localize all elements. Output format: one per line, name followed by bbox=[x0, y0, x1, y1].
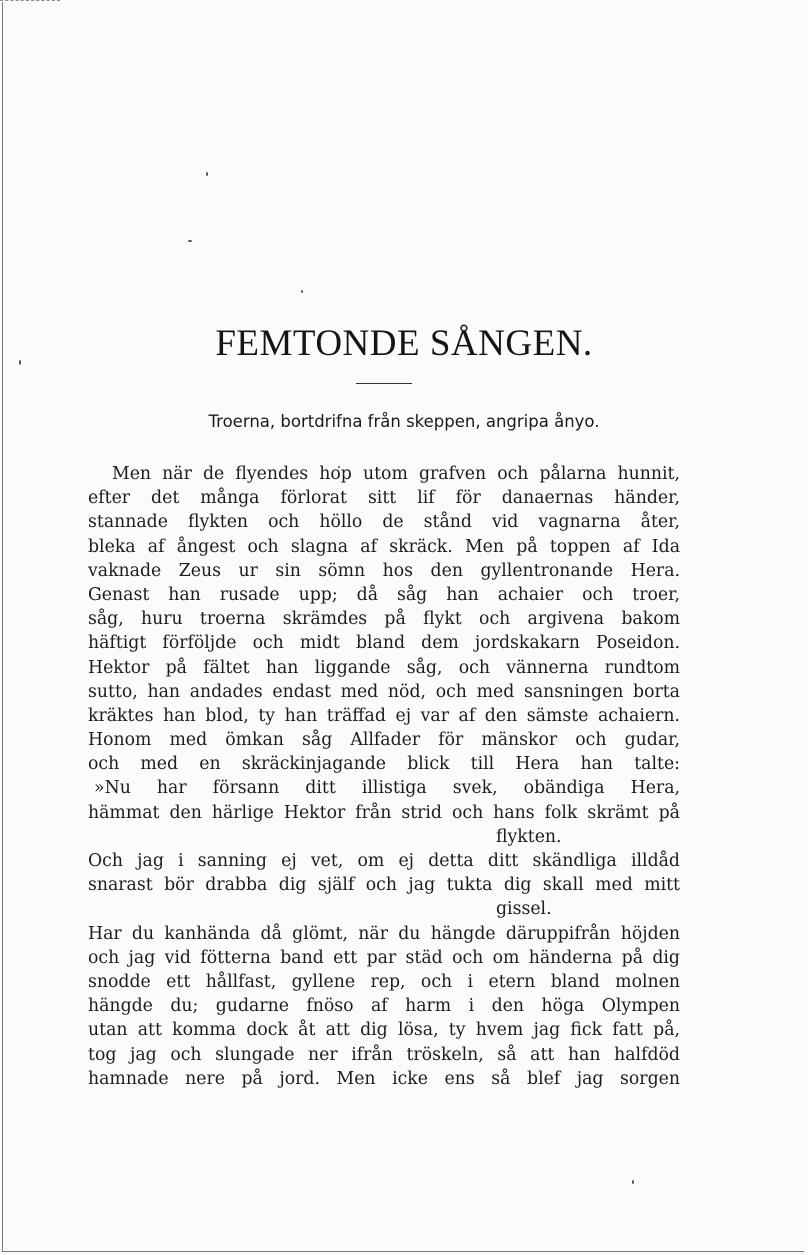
chapter-title: FEMTONDE SÅNGEN. bbox=[215, 323, 593, 364]
verse-line: hämmat den härlige Hektor från strid och hans folk skrämt på bbox=[88, 802, 680, 823]
print-speck bbox=[188, 240, 192, 242]
verse-line: utan att komma dock åt att dig lösa, ty hvem jag fick fatt på, bbox=[88, 1020, 680, 1041]
chapter-subtitle: Troerna, bortdrifna från skeppen, angripa ånyo. bbox=[208, 412, 600, 431]
verse-line: Har du kanhända då glömt, när du hängde däruppifrån höjden bbox=[88, 923, 680, 944]
verse-line: sutto, han andades endast med nöd, och med sansningen borta bbox=[88, 681, 680, 702]
verse-line: bleka af ångest och slagna af skräck. Men på toppen af Ida bbox=[88, 536, 680, 557]
verse-line: efter det många förlorat sitt lif för danaernas händer, bbox=[88, 488, 680, 509]
print-speck bbox=[301, 290, 303, 293]
verse-line: häftigt förföljde och midt bland dem jordskakarn Poseidon. bbox=[88, 633, 680, 654]
verse-line: hängde du; gudarne fnöso af harm i den höga Olympen bbox=[88, 996, 680, 1017]
verse-line: vaknade Zeus ur sin sömn hos den gyllentronande Hera. bbox=[88, 560, 680, 581]
verse-line: tog jag och slungade ner ifrån tröskeln, så att han halfdöd bbox=[88, 1044, 680, 1065]
verse-line: och jag vid fötterna band ett par städ och om händerna på dig bbox=[88, 947, 680, 968]
verse-line: Honom med ömkan såg Allfader för mänskor och gudar, bbox=[88, 730, 680, 751]
print-speck bbox=[206, 172, 208, 176]
verse-line: stannade flykten och höllo de stånd vid vagnarna åter, bbox=[88, 512, 680, 533]
verse-line: Hektor på fältet han liggande såg, och vännerna rundtom bbox=[88, 657, 680, 678]
verse-line: och med en skräckinjagande blick till Hera han talte: bbox=[88, 754, 680, 775]
print-speck bbox=[632, 1180, 634, 1184]
verse-line-continuation: flykten. bbox=[496, 826, 562, 847]
verse-line: snodde ett hållfast, gyllene rep, och i etern bland molnen bbox=[88, 971, 680, 992]
verse-line: snarast bör drabba dig själf och jag tukta dig skall med mitt bbox=[88, 875, 680, 896]
verse-line: Och jag i sanning ej vet, om ej detta ditt skändliga illdåd bbox=[88, 851, 680, 871]
verse-text bbox=[88, 462, 680, 1091]
verse-line: Genast han rusade upp; då såg han achaier och troer, bbox=[88, 584, 680, 605]
verse-line-continuation: gissel. bbox=[496, 899, 552, 920]
verse-line: Men när de flyendes hop utom grafven och pålarna hunnit, bbox=[112, 464, 680, 484]
verse-line: kräktes han blod, ty han träffad ej var af den sämste achaiern. bbox=[88, 705, 680, 726]
verse-line: »Nu har försann ditt illistiga svek, obändiga Hera, bbox=[94, 778, 680, 799]
verse-line: såg, huru troerna skrämdes på flykt och argivena bakom bbox=[88, 609, 680, 630]
title-rule bbox=[356, 383, 412, 384]
page-top-edge bbox=[0, 0, 60, 4]
verse-line: hamnade nere på jord. Men icke ens så blef jag sorgen bbox=[88, 1068, 680, 1089]
